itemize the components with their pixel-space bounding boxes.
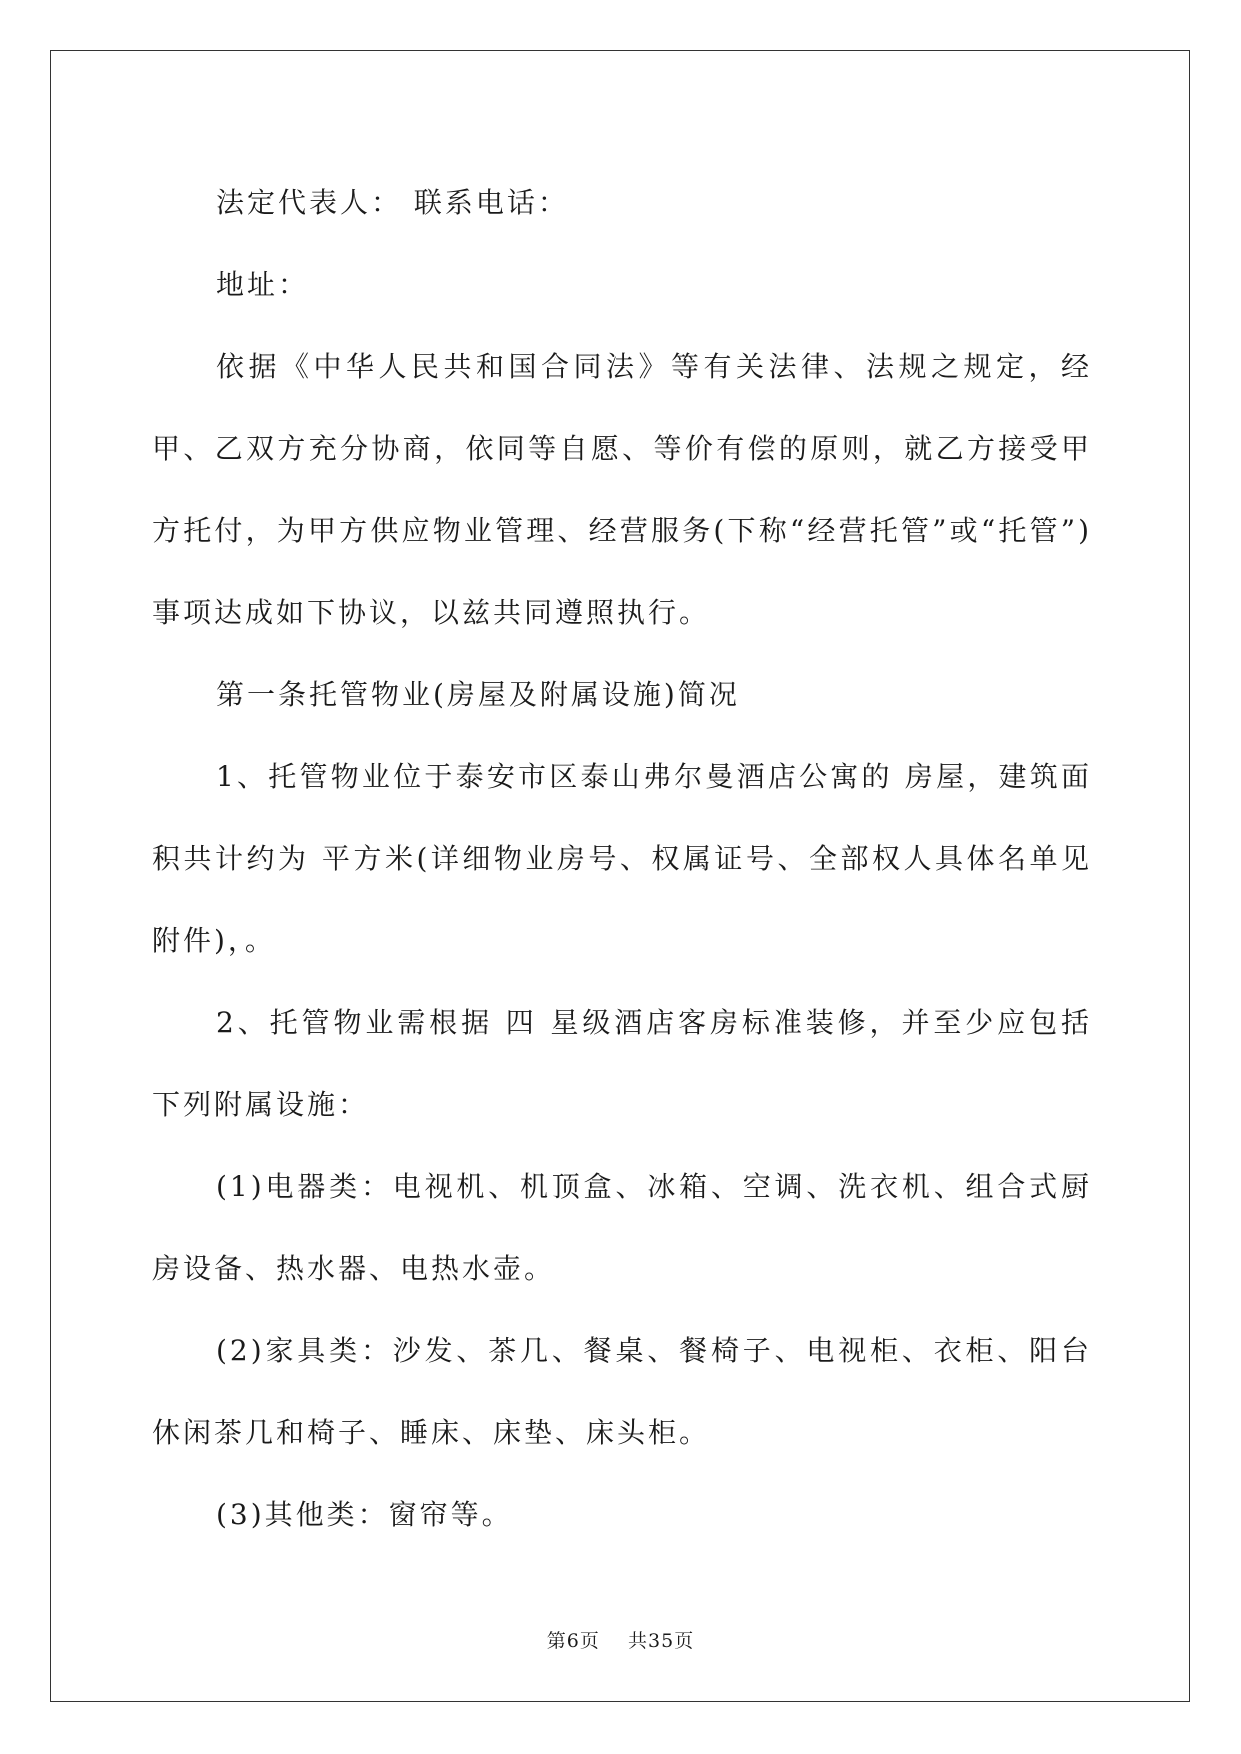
page-number: 第6页 [546, 1630, 600, 1652]
paragraph-item-2: 2、托管物业需根据 四 星级酒店客房标准装修，并至少应包括下列附属设施： [152, 1006, 1092, 1121]
paragraph-article-one-title: 第一条托管物业(房屋及附属设施)简况 [216, 678, 740, 711]
paragraph-furniture: (2)家具类：沙发、茶几、餐桌、餐椅子、电视柜、衣柜、阳台休闲茶几和椅子、睡床、床垫、床头柜。 [152, 1334, 1092, 1449]
page-total: 共35页 [628, 1630, 695, 1652]
paragraph-address: 地址： [216, 268, 310, 301]
paragraph-preamble: 依据《中华人民共和国合同法》等有关法律、法规之规定，经甲、乙双方充分协商，依同等自愿、等价有偿的原则，就乙方接受甲方托付，为甲方供应物业管理、经营服务(下称“经营托管”或“托管”)事项达成如下协议，以兹共同遵照执行。 [152, 350, 1092, 629]
document-body [152, 162, 1092, 1556]
paragraph-item-1: 1、托管物业位于泰安市区泰山弗尔曼酒店公寓的 房屋，建筑面积共计约为 平方米(详细物业房号、权属证号、全部权人具体名单见附件)，。 [152, 760, 1092, 957]
page-footer [0, 1626, 1241, 1653]
paragraph-appliances: (1)电器类：电视机、机顶盒、冰箱、空调、洗衣机、组合式厨房设备、热水器、电热水壶。 [152, 1170, 1092, 1285]
paragraph-others: (3)其他类：窗帘等。 [216, 1498, 513, 1531]
paragraph-legal-representative: 法定代表人： 联系电话： [216, 186, 569, 219]
